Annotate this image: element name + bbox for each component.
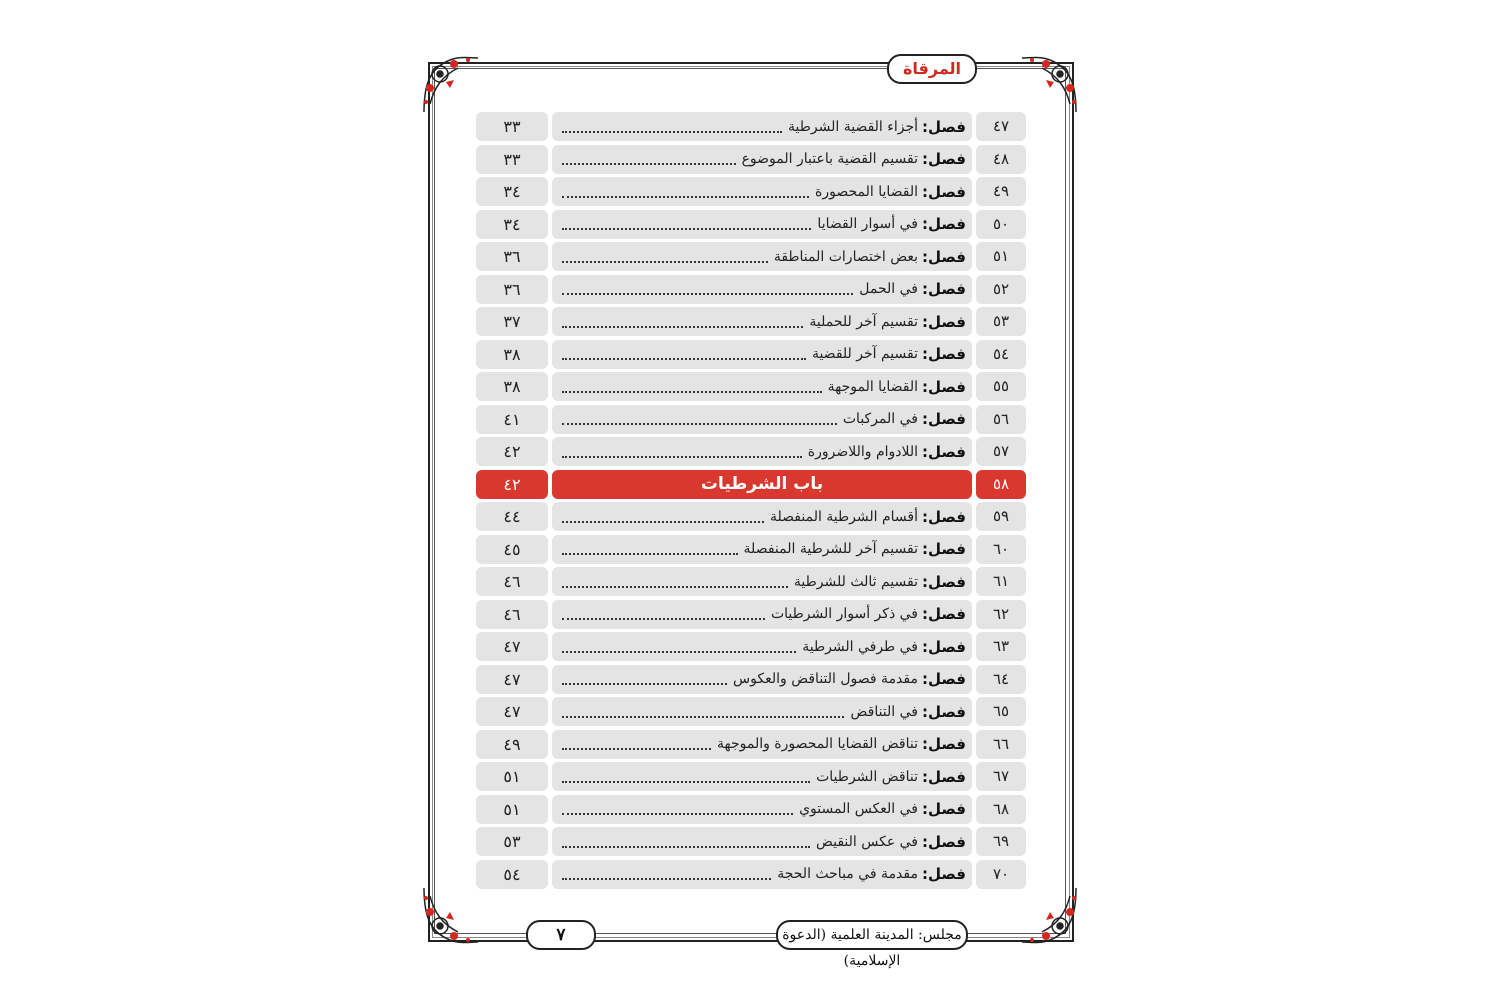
- toc-index-number: ٤٧: [976, 112, 1026, 141]
- section-label: فصل:: [922, 377, 966, 396]
- section-title: تقسيم ثالث للشرطية: [793, 573, 918, 590]
- section-label: فصل:: [922, 637, 966, 656]
- toc-index-number: ٦٧: [976, 762, 1026, 791]
- toc-row[interactable]: [476, 827, 1026, 856]
- publisher-label: مجلس: المدينة العلمية (الدعوة الإسلامية): [776, 920, 968, 950]
- toc-title-cell: [552, 502, 972, 531]
- section-label: فصل:: [922, 572, 966, 591]
- section-label: فصل:: [922, 280, 966, 298]
- section-label: فصل:: [922, 540, 966, 558]
- dot-leader: [562, 456, 802, 458]
- toc-page-number: ٣٧: [476, 307, 548, 336]
- toc-index-number: ٦٣: [976, 632, 1026, 661]
- section-label: فصل:: [922, 865, 966, 883]
- toc-index-number: ٥٥: [976, 372, 1026, 401]
- toc-row[interactable]: [476, 405, 1026, 434]
- toc-page-number: ٤١: [476, 405, 548, 434]
- dot-leader: [562, 846, 810, 848]
- toc-title-cell: [552, 210, 972, 239]
- toc-title-cell: [552, 762, 972, 791]
- toc-title-cell: [552, 372, 972, 401]
- toc-title-cell: [552, 275, 972, 304]
- toc-index-number: ٥٧: [976, 437, 1026, 466]
- toc-title-cell: [552, 535, 972, 564]
- toc-index-number: ٦٢: [976, 600, 1026, 629]
- toc-title-cell: [552, 795, 972, 824]
- section-label: فصل:: [922, 247, 966, 266]
- section-title: مقدمة في مباحث الحجة: [777, 866, 918, 882]
- toc-title-cell: [552, 177, 972, 206]
- toc-page-number: ٣٨: [476, 372, 548, 401]
- toc-row[interactable]: [476, 242, 1026, 271]
- toc-page-number: ٤٥: [476, 535, 548, 564]
- toc-index-number: ٦٦: [976, 730, 1026, 759]
- toc-row[interactable]: [476, 535, 1026, 564]
- floral-corner-ornament-icon: [1018, 884, 1080, 946]
- dot-leader: [562, 781, 810, 783]
- toc-row[interactable]: [476, 730, 1026, 759]
- toc-index-number: ٥٦: [976, 405, 1026, 434]
- dot-leader: [562, 618, 765, 620]
- toc-row[interactable]: [476, 437, 1026, 466]
- dot-leader: [562, 748, 711, 750]
- toc-page: [420, 50, 1080, 969]
- floral-corner-ornament-icon: [420, 54, 482, 116]
- toc-title-cell: [552, 632, 972, 661]
- toc-title-cell: [552, 405, 972, 434]
- toc-title-cell: [552, 665, 972, 694]
- toc-row[interactable]: [476, 697, 1026, 726]
- toc-row[interactable]: [476, 372, 1026, 401]
- toc-page-number: ٣٣: [476, 112, 548, 141]
- toc-index-number: ٥٠: [976, 210, 1026, 239]
- toc-title-cell: [552, 567, 972, 596]
- dot-leader: [562, 521, 764, 523]
- toc-row[interactable]: [476, 112, 1026, 141]
- toc-title-cell: [552, 437, 972, 466]
- toc-page-number: ٣٦: [476, 275, 548, 304]
- dot-leader: [562, 228, 811, 230]
- toc-page-number: ٤٦: [476, 567, 548, 596]
- section-label: فصل:: [922, 150, 966, 168]
- toc-index-number: ٤٨: [976, 145, 1026, 174]
- toc-title-cell: [552, 307, 972, 336]
- toc-title-cell: [552, 242, 972, 271]
- toc-index-number: ٦١: [976, 567, 1026, 596]
- toc-title-cell: [552, 112, 972, 141]
- section-title: تناقض القضايا المحصورة والموجهة: [717, 736, 918, 752]
- toc-row[interactable]: [476, 307, 1026, 336]
- toc-index-number: ٦٤: [976, 665, 1026, 694]
- toc-page-number: ٤٦: [476, 600, 548, 629]
- section-label: فصل:: [922, 182, 966, 201]
- toc-page-number: ٤٢: [476, 470, 548, 499]
- section-title: في المركبات: [842, 411, 918, 427]
- section-label: فصل:: [922, 800, 966, 818]
- dot-leader: [562, 813, 793, 815]
- toc-index-number: ٥٩: [976, 502, 1026, 531]
- dot-leader: [562, 163, 736, 165]
- toc-row[interactable]: [476, 795, 1026, 824]
- toc-row[interactable]: [476, 340, 1026, 369]
- chapter-row[interactable]: [476, 470, 1026, 499]
- toc-index-number: ٥١: [976, 242, 1026, 271]
- toc-page-number: ٤٢: [476, 437, 548, 466]
- toc-page-number: ٥١: [476, 795, 548, 824]
- section-title: في العكس المستوي: [799, 801, 918, 817]
- dot-leader: [562, 293, 853, 295]
- dot-leader: [562, 586, 788, 588]
- toc-page-number: ٣٦: [476, 242, 548, 271]
- toc-row[interactable]: [476, 860, 1026, 889]
- section-title: في ذكر أسوار الشرطيات: [770, 606, 918, 622]
- toc-page-number: ٥٤: [476, 860, 548, 889]
- section-label: فصل:: [922, 605, 966, 623]
- toc-page-number: ٤٩: [476, 730, 548, 759]
- section-title: في التناقض: [850, 703, 918, 720]
- toc-title-cell: [552, 730, 972, 759]
- toc-index-number: ٦٩: [976, 827, 1026, 856]
- floral-corner-ornament-icon: [420, 884, 482, 946]
- toc-row[interactable]: [476, 567, 1026, 596]
- section-label: فصل:: [922, 670, 966, 688]
- toc-page-number: ٤٧: [476, 632, 548, 661]
- toc-index-number: ٥٤: [976, 340, 1026, 369]
- toc-title-cell: [552, 697, 972, 726]
- toc-row[interactable]: [476, 762, 1026, 791]
- section-title: اللادوام واللاضرورة: [807, 443, 918, 460]
- toc-index-number: ٥٣: [976, 307, 1026, 336]
- toc-row[interactable]: [476, 502, 1026, 531]
- toc-index-number: ٥٢: [976, 275, 1026, 304]
- toc-title-cell: [552, 340, 972, 369]
- section-title: في أسوار القضايا: [817, 216, 918, 232]
- section-label: فصل:: [922, 117, 966, 136]
- dot-leader: [562, 131, 782, 133]
- toc-page-number: ٤٧: [476, 697, 548, 726]
- toc-title-cell: [552, 600, 972, 629]
- section-title: القضايا المحصورة: [814, 183, 918, 200]
- toc-index-number: ٤٩: [976, 177, 1026, 206]
- chapter-title: باب الشرطيات: [700, 473, 824, 494]
- dot-leader: [562, 326, 803, 328]
- section-title: تقسيم القضية باعتبار الموضوع: [741, 151, 918, 167]
- section-title: أجزاء القضية الشرطية: [788, 118, 918, 135]
- toc-row[interactable]: [476, 632, 1026, 661]
- toc-row[interactable]: [476, 145, 1026, 174]
- section-label: فصل:: [922, 442, 966, 461]
- section-label: فصل:: [922, 507, 966, 526]
- toc-row[interactable]: [476, 665, 1026, 694]
- section-title: القضايا الموجهة: [827, 378, 918, 395]
- section-title: تقسيم آخر للحملية: [809, 313, 918, 330]
- toc-row[interactable]: [476, 275, 1026, 304]
- section-label: فصل:: [922, 735, 966, 753]
- toc-page-number: ٣٤: [476, 177, 548, 206]
- section-title: مقدمة فصول التناقض والعكوس: [733, 671, 918, 687]
- toc-page-number: ٣٤: [476, 210, 548, 239]
- toc-page-number: ٣٨: [476, 340, 548, 369]
- section-label: فصل:: [922, 215, 966, 233]
- section-label: فصل:: [922, 312, 966, 331]
- section-title: بعض اختصارات المناطقة: [773, 248, 918, 265]
- toc-title-cell: [552, 470, 972, 499]
- page-number: ٧: [526, 920, 596, 950]
- toc-row[interactable]: [476, 177, 1026, 206]
- section-title: تقسيم آخر للشرطية المنفصلة: [743, 541, 918, 557]
- section-label: فصل:: [922, 345, 966, 363]
- toc-page-number: ٤٧: [476, 665, 548, 694]
- dot-leader: [562, 716, 844, 718]
- toc-page-number: ٥١: [476, 762, 548, 791]
- toc-title-cell: [552, 860, 972, 889]
- section-label: فصل:: [922, 410, 966, 428]
- dot-leader: [562, 651, 796, 653]
- dot-leader: [562, 196, 809, 198]
- section-label: فصل:: [922, 767, 966, 786]
- toc-index-number: ٦٨: [976, 795, 1026, 824]
- section-title: أقسام الشرطية المنفصلة: [770, 508, 918, 525]
- section-title: في عكس النقيض: [815, 833, 918, 850]
- toc-index-number: ٦٠: [976, 535, 1026, 564]
- page-title: المرقاة: [887, 54, 977, 84]
- toc-title-cell: [552, 145, 972, 174]
- toc-index-number: ٦٥: [976, 697, 1026, 726]
- toc-title-cell: [552, 827, 972, 856]
- toc-list: [476, 112, 1026, 892]
- toc-index-number: ٧٠: [976, 860, 1026, 889]
- toc-page-number: ٣٣: [476, 145, 548, 174]
- section-title: تناقض الشرطيات: [816, 768, 918, 785]
- toc-row[interactable]: [476, 600, 1026, 629]
- section-label: فصل:: [922, 702, 966, 721]
- dot-leader: [562, 423, 837, 425]
- toc-page-number: ٥٣: [476, 827, 548, 856]
- dot-leader: [562, 683, 727, 685]
- dot-leader: [562, 261, 768, 263]
- dot-leader: [562, 553, 738, 555]
- dot-leader: [562, 391, 822, 393]
- section-title: في الحمل: [859, 281, 918, 297]
- dot-leader: [562, 878, 771, 880]
- floral-corner-ornament-icon: [1018, 54, 1080, 116]
- toc-row[interactable]: [476, 210, 1026, 239]
- section-label: فصل:: [922, 832, 966, 851]
- section-title: في طرفي الشرطية: [802, 638, 918, 655]
- toc-index-number: ٥٨: [976, 470, 1026, 499]
- toc-page-number: ٤٤: [476, 502, 548, 531]
- section-title: تقسيم آخر للقضية: [811, 346, 918, 362]
- dot-leader: [562, 358, 806, 360]
